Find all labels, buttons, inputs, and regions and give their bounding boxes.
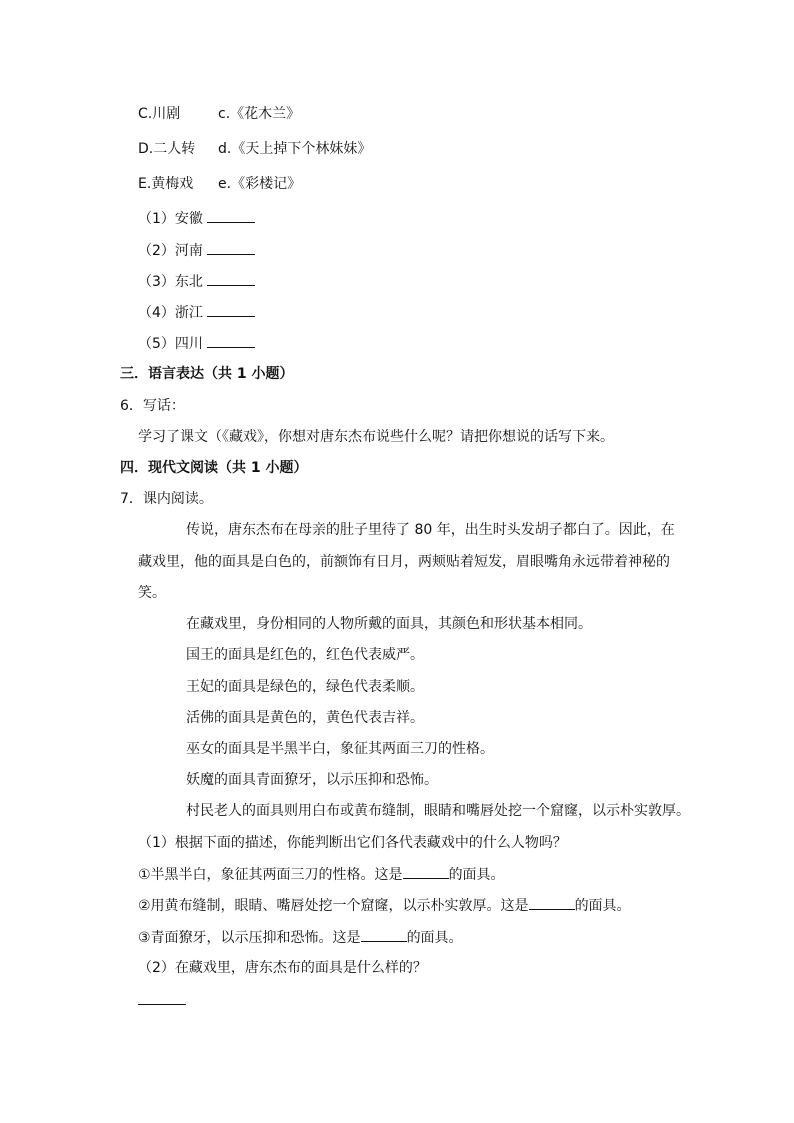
question-label: （2）河南	[138, 243, 203, 259]
answer-blank[interactable]	[207, 271, 255, 286]
matching-row	[138, 139, 372, 159]
question-label: （5）四川	[138, 336, 203, 352]
answer-blank[interactable]	[403, 864, 449, 879]
fill-item	[138, 864, 505, 885]
fill-item-suffix: 的面具。	[448, 867, 505, 883]
sub-question: （2）在藏戏里，唐东杰布的面具是什么样的？	[138, 960, 427, 976]
matching-question	[138, 333, 255, 354]
question-label: （4）浙江	[138, 305, 203, 321]
section-heading: 四．现代文阅读（共 1 小题）	[120, 460, 308, 476]
passage-line: 在藏戏里，身份相同的人物所戴的面具，其颜色和形状基本相同。	[186, 616, 592, 632]
matching-option-left: D.二人转	[138, 141, 196, 157]
answer-blank[interactable]	[207, 208, 255, 223]
question-number: 6．写话：	[120, 398, 185, 414]
question-label: （3）东北	[138, 274, 203, 290]
sub-question: （1）根据下面的描述，你能判断出它们各代表藏戏中的什么人物吗？	[138, 835, 567, 851]
answer-blank[interactable]	[361, 927, 407, 942]
passage-line: 王妃的面具是绿色的，绿色代表柔顺。	[186, 679, 424, 695]
question-label: （1）安徽	[138, 211, 203, 227]
fill-item-prefix: ①半黑半白，象征其两面三刀的性格。这是	[138, 867, 403, 883]
answer-line[interactable]	[138, 986, 186, 1005]
matching-question	[138, 302, 255, 323]
passage-line: 国王的面具是红色的，红色代表威严。	[186, 647, 424, 663]
matching-option-right: e.《彩楼记》	[218, 176, 302, 192]
matching-option-left: C.川剧	[138, 106, 181, 122]
matching-option-left: E.黄梅戏	[138, 176, 194, 192]
fill-item-prefix: ②用黄布缝制，眼睛、嘴唇处挖一个窟窿，以示朴实敦厚。这是	[138, 898, 529, 914]
fill-item-suffix: 的面具。	[406, 930, 463, 946]
matching-row	[138, 104, 301, 124]
matching-option-right: c.《花木兰》	[218, 106, 301, 122]
passage-line: 传说，唐东杰布在母亲的肚子里待了 80 年，出生时头发胡子都白了。因此，在	[186, 522, 675, 538]
fill-item	[138, 927, 463, 948]
fill-item-prefix: ③青面獠牙，以示压抑和恐怖。这是	[138, 930, 361, 946]
passage-line: 巫女的面具是半黑半白，象征其两面三刀的性格。	[186, 741, 494, 757]
passage-line: 妖魔的面具青面獠牙，以示压抑和恐怖。	[186, 772, 438, 788]
section-heading: 三．语言表达（共 1 小题）	[120, 366, 294, 382]
answer-blank[interactable]	[529, 895, 575, 910]
answer-blank[interactable]	[207, 302, 255, 317]
question-text: 学习了课文（《藏戏》，你想对唐东杰布说些什么呢？请把你想说的话写下来。	[138, 429, 614, 445]
matching-question	[138, 271, 255, 292]
matching-option-right: d.《天上掉下个林妹妹》	[218, 141, 372, 157]
matching-question	[138, 240, 255, 261]
question-number: 7．课内阅读。	[120, 491, 213, 507]
fill-item	[138, 895, 631, 916]
fill-item-suffix: 的面具。	[574, 898, 631, 914]
passage-line: 藏戏里，他的面具是白色的，前额饰有日月，两颊贴着短发，眉眼嘴角永远带着神秘的	[138, 554, 670, 570]
answer-blank[interactable]	[207, 333, 255, 348]
passage-line: 活佛的面具是黄色的，黄色代表吉祥。	[186, 710, 424, 726]
matching-row	[138, 174, 302, 194]
answer-blank[interactable]	[207, 240, 255, 255]
passage-line: 村民老人的面具则用白布或黄布缝制，眼睛和嘴唇处挖一个窟窿，以示朴实敦厚。	[186, 803, 690, 819]
matching-question	[138, 208, 255, 229]
passage-line: 笑。	[138, 585, 166, 601]
